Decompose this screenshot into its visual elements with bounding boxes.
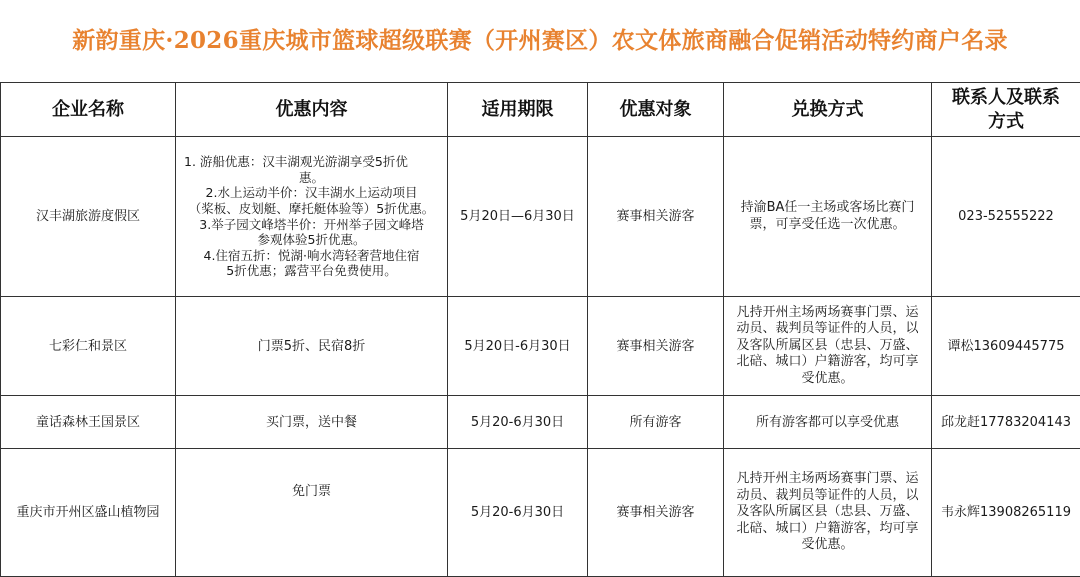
exchange-line: 北碚、城口）户籍游客，均可享 [728,354,927,371]
table-row [1,449,1080,577]
valid-period-cell: 5月20-6月30日 [448,396,588,449]
offer-line: 5折优惠；露营平台免费使用。 [180,263,443,279]
offer-line: 惠。 [180,170,443,186]
exchange-line: 受优惠。 [728,371,927,388]
exchange-line: 凡持开州主场两场赛事门票、运 [728,305,927,322]
company-name-cell: 七彩仁和景区 [1,297,176,396]
offer-content-cell [176,449,448,577]
offer-target-cell: 所有游客 [588,396,724,449]
header-exchange-method: 兑换方式 [724,83,932,137]
offer-line: 1. 游船优惠：汉丰湖观光游湖享受5折优 [180,154,443,170]
offer-target-cell: 赛事相关游客 [588,449,724,577]
offer-content-cell: 买门票，送中餐 [176,396,448,449]
contact-cell: 韦永辉13908265119 [932,449,1080,577]
contact-cell: 邱龙赶17783204143 [932,396,1080,449]
offer-line: 2.水上运动半价：汉丰湖水上运动项目 [180,185,443,201]
exchange-method-cell [724,297,932,396]
header-offer-target: 优惠对象 [588,83,724,137]
exchange-line: 动员、裁判员等证件的人员，以 [728,321,927,338]
exchange-line: 及客队所属区县（忠县、万盛、 [728,504,927,521]
exchange-line: 票，可享受任选一次优惠。 [728,217,927,234]
table-row [1,297,1080,396]
table-row [1,137,1080,297]
header-company-name: 企业名称 [1,83,176,137]
valid-period-cell: 5月20日-6月30日 [448,297,588,396]
exchange-line: 动员、裁判员等证件的人员，以 [728,488,927,505]
company-name-cell: 重庆市开州区盛山植物园 [1,449,176,577]
exchange-method-cell [724,449,932,577]
table-header-row [1,83,1080,137]
page-title: 新韵重庆·2026重庆城市篮球超级联赛（开州赛区）农文体旅商融合促销活动特约商户名录 [0,0,1080,82]
header-contact [932,83,1080,137]
header-valid-period: 适用期限 [448,83,588,137]
exchange-method-cell: 所有游客都可以享受优惠 [724,396,932,449]
header-contact-label: 联系人及联系方式 [946,86,1066,134]
header-offer-content: 优惠内容 [176,83,448,137]
offer-content-cell: 门票5折、民宿8折 [176,297,448,396]
contact-cell: 023-52555222 [932,137,1080,297]
offer-content-cell [176,137,448,297]
exchange-line: 凡持开州主场两场赛事门票、运 [728,471,927,488]
contact-cell: 谭松13609445775 [932,297,1080,396]
company-name-cell: 童话森林王国景区 [1,396,176,449]
offer-line: （桨板、皮划艇、摩托艇体验等）5折优惠。 [180,201,443,217]
exchange-line: 受优惠。 [728,537,927,554]
table-row [1,396,1080,449]
offer-line: 4.住宿五折：悦湖·响水湾轻奢营地住宿 [180,248,443,264]
valid-period-cell: 5月20日—6月30日 [448,137,588,297]
offer-line: 免门票 [292,484,331,499]
valid-period-cell: 5月20-6月30日 [448,449,588,577]
offer-line: 3.举子园文峰塔半价：开州举子园文峰塔 [180,217,443,233]
offer-line: 参观体验5折优惠。 [180,232,443,248]
exchange-line: 北碚、城口）户籍游客，均可享 [728,521,927,538]
exchange-line: 持渝BA任一主场或客场比赛门 [728,200,927,217]
company-name-cell: 汉丰湖旅游度假区 [1,137,176,297]
merchant-table [0,82,1080,577]
exchange-line: 及客队所属区县（忠县、万盛、 [728,338,927,355]
exchange-method-cell [724,137,932,297]
offer-target-cell: 赛事相关游客 [588,297,724,396]
offer-target-cell: 赛事相关游客 [588,137,724,297]
